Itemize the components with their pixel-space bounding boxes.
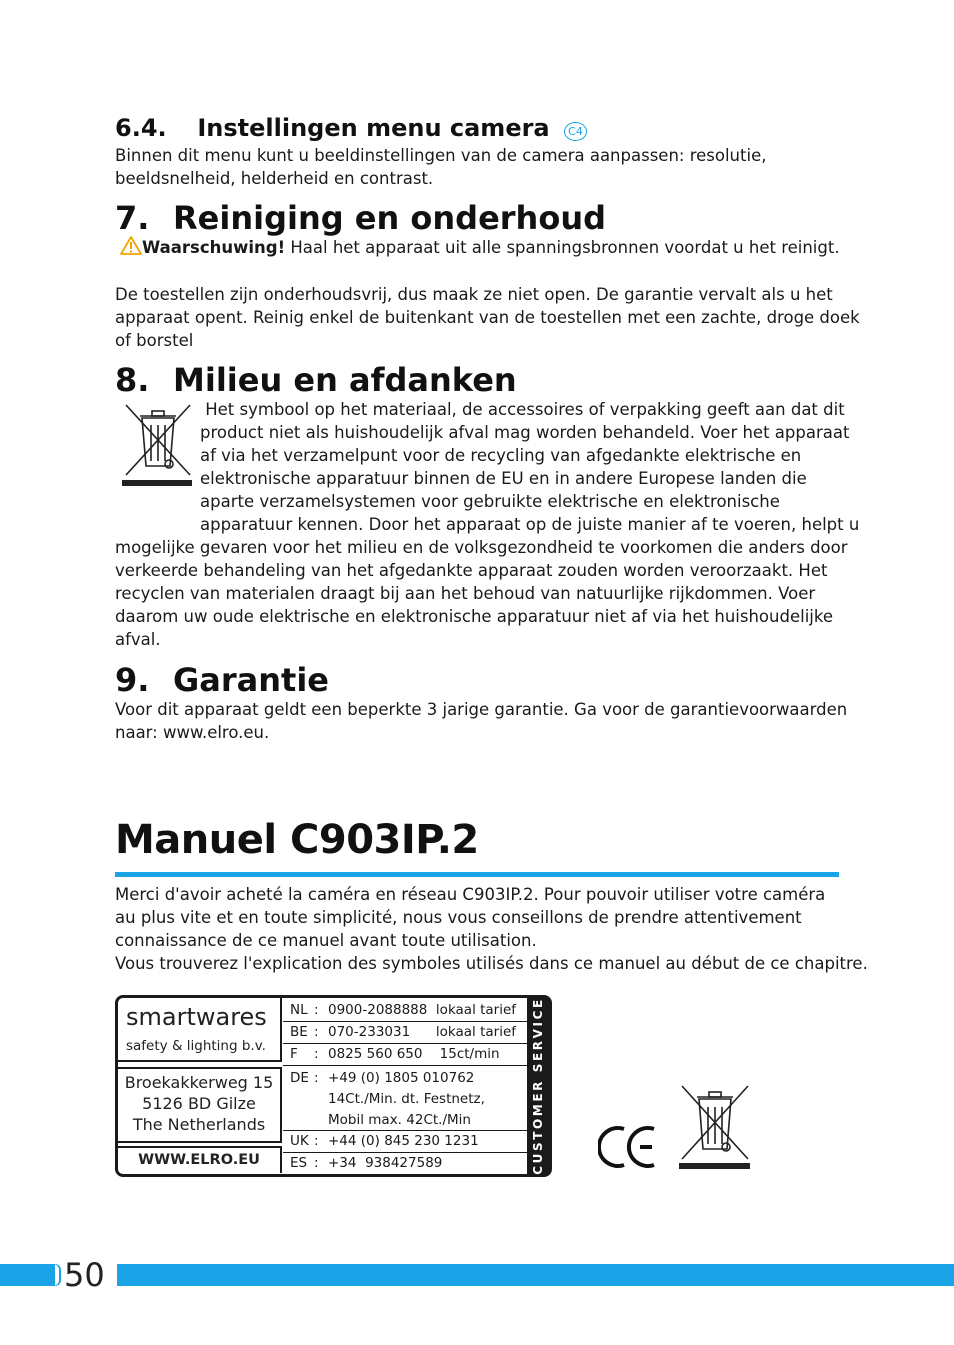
paragraph-line: connaissance de ce manuel avant toute utilisation. bbox=[115, 931, 537, 950]
section-8-body bbox=[115, 536, 848, 651]
warning-label: Waarschuwing! bbox=[142, 238, 286, 257]
separator: : bbox=[314, 1133, 319, 1149]
customer-service-strip bbox=[527, 998, 549, 1174]
section-title: Milieu en afdanken bbox=[173, 361, 517, 399]
website-block bbox=[118, 1146, 282, 1173]
page-footer-bar bbox=[0, 1264, 954, 1286]
section-9-heading bbox=[115, 662, 329, 698]
section-6-4-heading bbox=[115, 114, 587, 142]
phone-number: 070-233031 lokaal tarief bbox=[328, 1024, 517, 1040]
warning-line bbox=[120, 236, 840, 259]
phone-note: Mobil max. 42Ct./Min bbox=[328, 1112, 471, 1128]
brand-block bbox=[118, 998, 282, 1062]
paragraph-line: mogelijke gevaren voor het milieu en de volksgezondheid te voorkomen die anders door bbox=[115, 538, 848, 557]
phone-row-f bbox=[283, 1045, 528, 1066]
page-number: 50 bbox=[64, 1256, 105, 1294]
paragraph-line: beeldsnelheid, helderheid en contrast. bbox=[115, 169, 434, 188]
paragraph-line: recyclen van materialen draagt bij aan het behoud van natuurlijke rijkdommen. Voer bbox=[115, 584, 816, 603]
separator: : bbox=[314, 1002, 319, 1018]
separator: : bbox=[314, 1046, 319, 1062]
customer-service-card bbox=[115, 995, 552, 1177]
address-block bbox=[118, 1067, 282, 1143]
section-number: 7. bbox=[115, 199, 150, 237]
phone-number: +34 938427589 bbox=[328, 1155, 443, 1171]
section-title: Instellingen menu camera bbox=[197, 114, 550, 142]
website-link[interactable]: WWW.ELRO.EU bbox=[138, 1152, 260, 1168]
section-number: 6.4. bbox=[115, 114, 167, 142]
paragraph-line: verkeerde behandeling van het afgedankte apparaat zouden worden veroorzaakt. Het bbox=[115, 561, 828, 580]
section-8-heading bbox=[115, 362, 517, 398]
brand-logo: smartwares bbox=[126, 1003, 267, 1031]
section-title: Reiniging en onderhoud bbox=[173, 199, 606, 237]
phone-row-de bbox=[283, 1067, 528, 1131]
paragraph-line: naar: www.elro.eu. bbox=[115, 723, 270, 742]
separator: : bbox=[314, 1024, 319, 1040]
ce-mark-icon bbox=[598, 1123, 660, 1171]
phone-row-be bbox=[283, 1023, 528, 1044]
phone-number: 0900-2088888 lokaal tarief bbox=[328, 1002, 517, 1018]
paragraph-line: aparte verzamelsystemen voor gebruikte elektrische en elektronische bbox=[200, 492, 780, 511]
paragraph-line: af via het verzamelpunt voor de recycling van afgedankte elektrische en bbox=[200, 446, 802, 465]
warning-text: Haal het apparaat uit alle spanningsbronnen voordat u het reinigt. bbox=[285, 238, 840, 257]
phone-row-uk bbox=[283, 1132, 528, 1153]
separator: : bbox=[314, 1070, 319, 1086]
phone-number: +49 (0) 1805 010762 bbox=[328, 1070, 475, 1086]
paragraph-line: au plus vite et en toute simplicité, nous vous conseillons de prendre attentivement bbox=[115, 908, 802, 927]
manual-intro bbox=[115, 883, 868, 975]
paragraph-line: product niet als huishoudelijk afval mag worden behandeld. Voer het apparaat bbox=[200, 423, 850, 442]
paragraph-line: apparatuur kennen. Door het apparaat op de juiste manier af te voeren, helpt u bbox=[200, 515, 860, 534]
paragraph-line: of borstel bbox=[115, 331, 194, 350]
separator: : bbox=[314, 1155, 319, 1171]
paragraph-line: daarom uw oude elektrische en elektronische apparatuur niet af via het huishoudelijke bbox=[115, 607, 833, 626]
paragraph-line: apparaat opent. Reinig enkel de buitenkant van de toestellen met een zachte, droge doek bbox=[115, 308, 860, 327]
section-6-4-body bbox=[115, 144, 766, 190]
phone-number: 0825 560 650 15ct/min bbox=[328, 1046, 500, 1062]
country-code: UK bbox=[290, 1133, 309, 1149]
phone-row-es bbox=[283, 1154, 528, 1173]
paragraph-line: Het symbool op het materiaal, de accessoires of verpakking geeft aan dat dit bbox=[200, 400, 845, 419]
title-underline bbox=[115, 872, 839, 877]
customer-service-label: CUSTOMER SERVICE bbox=[531, 997, 545, 1175]
weee-bin-icon-footer bbox=[678, 1083, 752, 1171]
paragraph-line: De toestellen zijn onderhoudsvrij, dus maak ze niet open. De garantie vervalt als u het bbox=[115, 285, 833, 304]
country-code: F bbox=[290, 1046, 298, 1062]
section-title: Garantie bbox=[173, 661, 329, 699]
phone-number: +44 (0) 845 230 1231 bbox=[328, 1133, 479, 1149]
warning-triangle-icon bbox=[120, 236, 142, 255]
section-number: 9. bbox=[115, 661, 150, 699]
section-8-body-indented bbox=[200, 398, 859, 536]
paragraph-line: Voor dit apparaat geldt een beperkte 3 jarige garantie. Ga voor de garantievoorwaarden bbox=[115, 700, 848, 719]
phone-row-nl bbox=[283, 1001, 528, 1022]
section-number: 8. bbox=[115, 361, 150, 399]
section-9-body bbox=[115, 698, 847, 744]
paragraph-line: Merci d'avoir acheté la caméra en réseau C903IP.2. Pour pouvoir utiliser votre caméra bbox=[115, 885, 826, 904]
section-7-body bbox=[115, 283, 860, 352]
country-code: DE bbox=[290, 1070, 309, 1086]
phone-note: 14Ct./Min. dt. Festnetz, bbox=[328, 1091, 485, 1107]
address-line: The Netherlands bbox=[132, 1115, 266, 1134]
c4-menu-icon: C4 bbox=[564, 122, 587, 141]
section-7-heading bbox=[115, 200, 606, 236]
paragraph-line: Vous trouverez l'explication des symboles utilisés dans ce manuel au début de ce chapitre. bbox=[115, 954, 868, 973]
country-code: ES bbox=[290, 1155, 308, 1171]
paragraph-line: Binnen dit menu kunt u beeldinstellingen van de camera aanpassen: resolutie, bbox=[115, 146, 767, 165]
country-code: BE bbox=[290, 1024, 308, 1040]
weee-bin-icon bbox=[122, 403, 194, 487]
address-line: Broekakkerweg 15 bbox=[124, 1073, 274, 1092]
paragraph-line: afval. bbox=[115, 630, 161, 649]
paragraph-line: elektronische apparatuur binnen de EU en in andere Europese landen die bbox=[200, 469, 807, 488]
brand-subtitle: safety & lighting b.v. bbox=[126, 1038, 266, 1054]
address-line: 5126 BD Gilze bbox=[142, 1094, 256, 1113]
manual-title: Manuel C903IP.2 bbox=[115, 817, 479, 863]
country-code: NL bbox=[290, 1002, 308, 1018]
